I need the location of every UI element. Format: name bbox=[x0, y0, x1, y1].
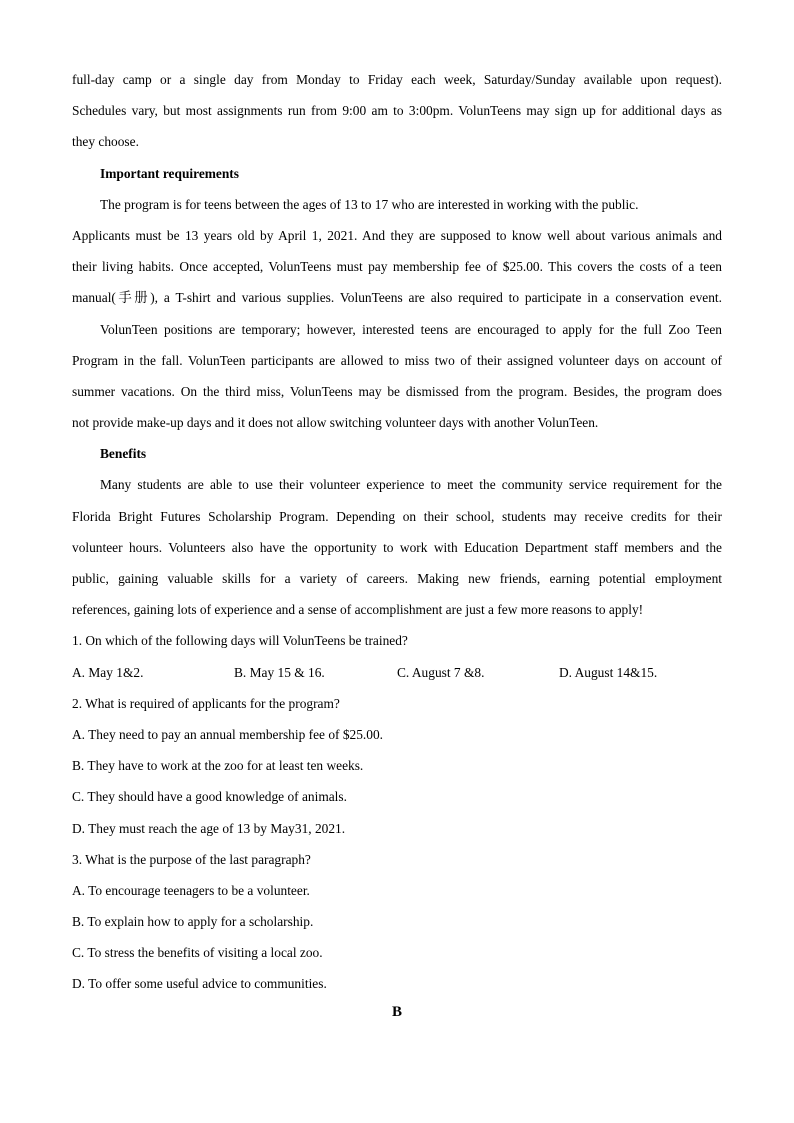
option-d: D. They must reach the age of 13 by May31, 2021. bbox=[72, 820, 346, 836]
text-line: manual(手册), a T-shirt and various supplies. VolunTeens are also required to participate in a conservation event. bbox=[72, 290, 722, 306]
question-stem: 2. What is required of applicants for the program? bbox=[72, 695, 340, 711]
text-line: full-day camp or a single day from Monday to Friday each week, Saturday/Sunday available upon request). bbox=[72, 72, 722, 87]
option-d: D. To offer some useful advice to communities. bbox=[72, 976, 327, 992]
text-line: Many students are able to use their volunteer experience to meet the community service requirement for the bbox=[100, 477, 722, 493]
option-b: B. To explain how to apply for a scholarship. bbox=[72, 914, 314, 930]
paragraph-positions bbox=[72, 314, 722, 439]
paragraph-benefits bbox=[72, 469, 722, 625]
paragraph-requirements bbox=[72, 189, 722, 314]
text-line: Applicants must be 13 years old by April 1, 2021. And they are supposed to know well about various animals and bbox=[72, 227, 722, 243]
option-a: A. To encourage teenagers to be a volunteer. bbox=[72, 882, 310, 898]
option-c: C. August 7 &8. bbox=[397, 664, 485, 680]
text-line: not provide make-up days and it does not allow switching volunteer days with another VolunTeen. bbox=[72, 415, 599, 431]
text-line: their living habits. Once accepted, VolunTeens must pay membership fee of $25.00. This covers the costs of a teen bbox=[72, 259, 722, 275]
question-stem: 3. What is the purpose of the last paragraph? bbox=[72, 851, 311, 867]
option-b: B. They have to work at the zoo for at least ten weeks. bbox=[72, 758, 364, 774]
option-a: A. May 1&2. bbox=[72, 664, 144, 680]
question-3 bbox=[72, 844, 722, 1000]
option-c: C. They should have a good knowledge of animals. bbox=[72, 789, 347, 805]
heading-important-requirements: Important requirements bbox=[100, 165, 239, 181]
text-line: The program is for teens between the ages of 13 to 17 who are interested in working with the public. bbox=[100, 196, 639, 212]
section-label: B bbox=[391, 1003, 402, 1020]
document-page bbox=[72, 64, 722, 1021]
paragraph-schedule bbox=[72, 64, 722, 158]
text-line: VolunTeen positions are temporary; however, interested teens are encouraged to apply for the full Zoo Teen bbox=[100, 321, 722, 337]
text-line: volunteer hours. Volunteers also have the opportunity to work with Education Department staff members and the bbox=[72, 539, 722, 555]
text-line: summer vacations. On the third miss, VolunTeens may be dismissed from the program. Besides, the program does bbox=[72, 383, 722, 399]
question-2 bbox=[72, 688, 722, 844]
option-a: A. They need to pay an annual membership fee of $25.00. bbox=[72, 726, 383, 742]
question-options bbox=[72, 657, 722, 688]
option-c: C. To stress the benefits of visiting a local zoo. bbox=[72, 945, 323, 961]
text-line: Schedules vary, but most assignments run from 9:00 am to 3:00pm. VolunTeens may sign up for additional days as bbox=[72, 103, 722, 119]
text-line: references, gaining lots of experience and a sense of accomplishment are just a few more reasons to apply! bbox=[72, 602, 644, 618]
option-d: D. August 14&15. bbox=[559, 664, 658, 680]
text-line: Florida Bright Futures Scholarship Program. Depending on their school, students may receive credits for their bbox=[72, 508, 722, 524]
heading-benefits: Benefits bbox=[100, 446, 147, 462]
text-line: public, gaining valuable skills for a variety of careers. Making new friends, earning potential employment bbox=[72, 571, 722, 586]
question-1 bbox=[72, 625, 722, 687]
text-line: Program in the fall. VolunTeen participants are allowed to miss two of their assigned volunteer days on account of bbox=[72, 352, 722, 368]
text-line: they choose. bbox=[72, 134, 139, 150]
option-b: B. May 15 & 16. bbox=[234, 664, 325, 680]
question-stem: 1. On which of the following days will VolunTeens be trained? bbox=[72, 633, 408, 649]
